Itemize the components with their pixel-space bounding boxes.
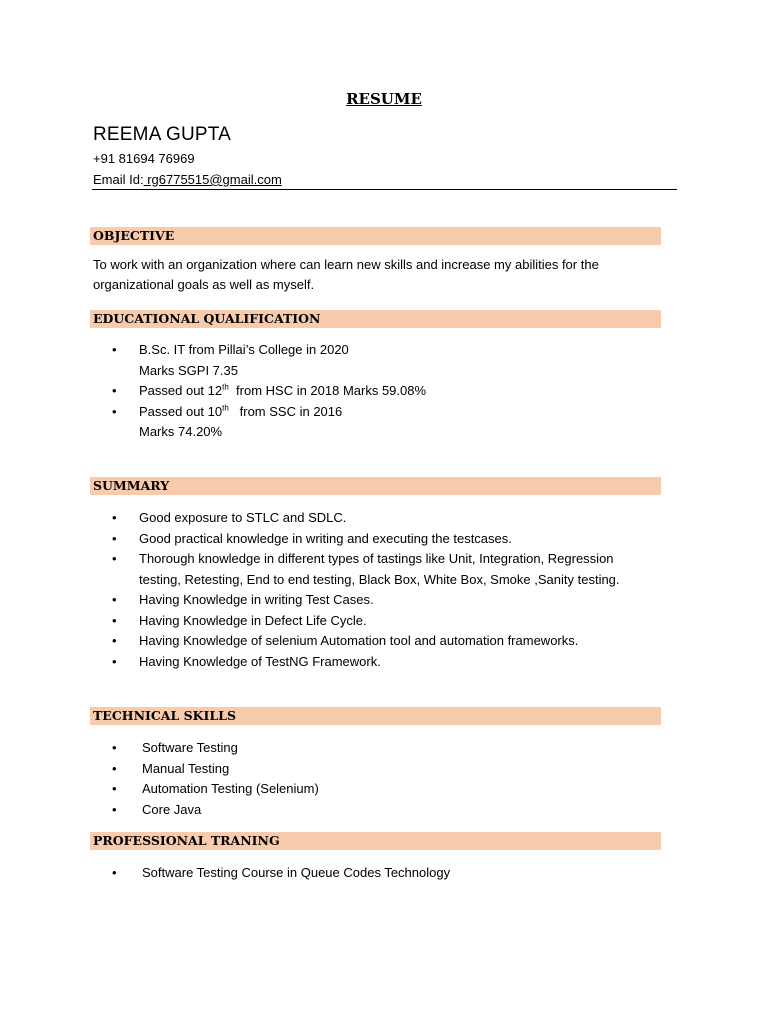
- phone-number: +91 81694 76969: [93, 151, 195, 166]
- email-label: Email Id:: [93, 172, 144, 187]
- technical-skills-list: [112, 738, 672, 820]
- candidate-name: REEMA GUPTA: [93, 124, 232, 145]
- bullet-icon: •: [112, 865, 117, 880]
- list-item: • Having Knowledge of selenium Automation tool and automation frameworks.: [112, 631, 672, 652]
- education-heading-bar: [90, 310, 661, 328]
- objective-text: [93, 255, 663, 295]
- list-item: • Passed out 10th from SSC in 2016 Marks 74.20%: [112, 402, 672, 443]
- list-item: • Having Knowledge of TestNG Framework.: [112, 652, 672, 673]
- bullet-icon: •: [112, 403, 117, 419]
- list-item: • Core Java: [112, 800, 672, 821]
- bullet-icon: •: [112, 740, 117, 755]
- email-address: rg6775515@gmail.com: [143, 172, 282, 187]
- bullet-icon: •: [112, 551, 117, 566]
- bullet-icon: •: [112, 653, 117, 669]
- objective-heading: OBJECTIVE: [93, 228, 175, 243]
- header-divider: [92, 189, 677, 190]
- email-line: [93, 172, 282, 187]
- technical-skills-heading: TECHNICAL SKILLS: [93, 708, 236, 723]
- training-heading-bar: [90, 832, 661, 850]
- objective-line: organizational goals as well as myself.: [93, 277, 315, 292]
- list-item: • Passed out 12th from HSC in 2018 Marks 59.08%: [112, 381, 672, 402]
- training-heading: PROFESSIONAL TRANING: [93, 833, 280, 848]
- bullet-icon: •: [112, 592, 117, 607]
- bullet-icon: •: [112, 760, 117, 776]
- list-item: • Manual Testing: [112, 759, 672, 780]
- list-item: • Software Testing: [112, 738, 672, 759]
- bullet-icon: •: [112, 342, 117, 357]
- list-item: • Having Knowledge in writing Test Cases.: [112, 590, 672, 611]
- bullet-icon: •: [112, 383, 117, 398]
- objective-heading-bar: [90, 227, 661, 245]
- summary-heading: SUMMARY: [93, 478, 170, 493]
- objective-line: To work with an organization where can learn new skills and increase my abilities for the: [93, 257, 599, 272]
- list-item: • Software Testing Course in Queue Codes Technology: [112, 863, 672, 884]
- document-title: RESUME: [346, 90, 422, 108]
- list-item: • Automation Testing (Selenium): [112, 779, 672, 800]
- bullet-icon: •: [112, 633, 117, 648]
- education-list: [112, 340, 672, 443]
- summary-heading-bar: [90, 477, 661, 495]
- list-item: • Good exposure to STLC and SDLC.: [112, 508, 672, 529]
- bullet-icon: •: [112, 612, 117, 628]
- bullet-icon: •: [112, 781, 117, 796]
- education-marks: Marks 74.20%: [139, 424, 223, 439]
- technical-skills-heading-bar: [90, 707, 661, 725]
- education-marks: Marks SGPI 7.35: [139, 362, 238, 378]
- list-item: • Good practical knowledge in writing and executing the testcases.: [112, 529, 672, 550]
- list-item: • Thorough knowledge in different types of tastings like Unit, Integration, Regression testing, Retesting, End to end testing, Black Box, White Box, Smoke ,Sanity testing.: [112, 551, 620, 587]
- education-heading: EDUCATIONAL QUALIFICATION: [93, 311, 321, 326]
- list-item: • Having Knowledge in Defect Life Cycle.: [112, 611, 672, 632]
- bullet-icon: •: [112, 510, 117, 525]
- list-item: • B.Sc. IT from Pillai’s College in 2020 Marks SGPI 7.35: [112, 340, 672, 381]
- summary-list: [112, 508, 672, 672]
- training-list: [112, 863, 672, 884]
- bullet-icon: •: [112, 801, 117, 817]
- bullet-icon: •: [112, 530, 117, 546]
